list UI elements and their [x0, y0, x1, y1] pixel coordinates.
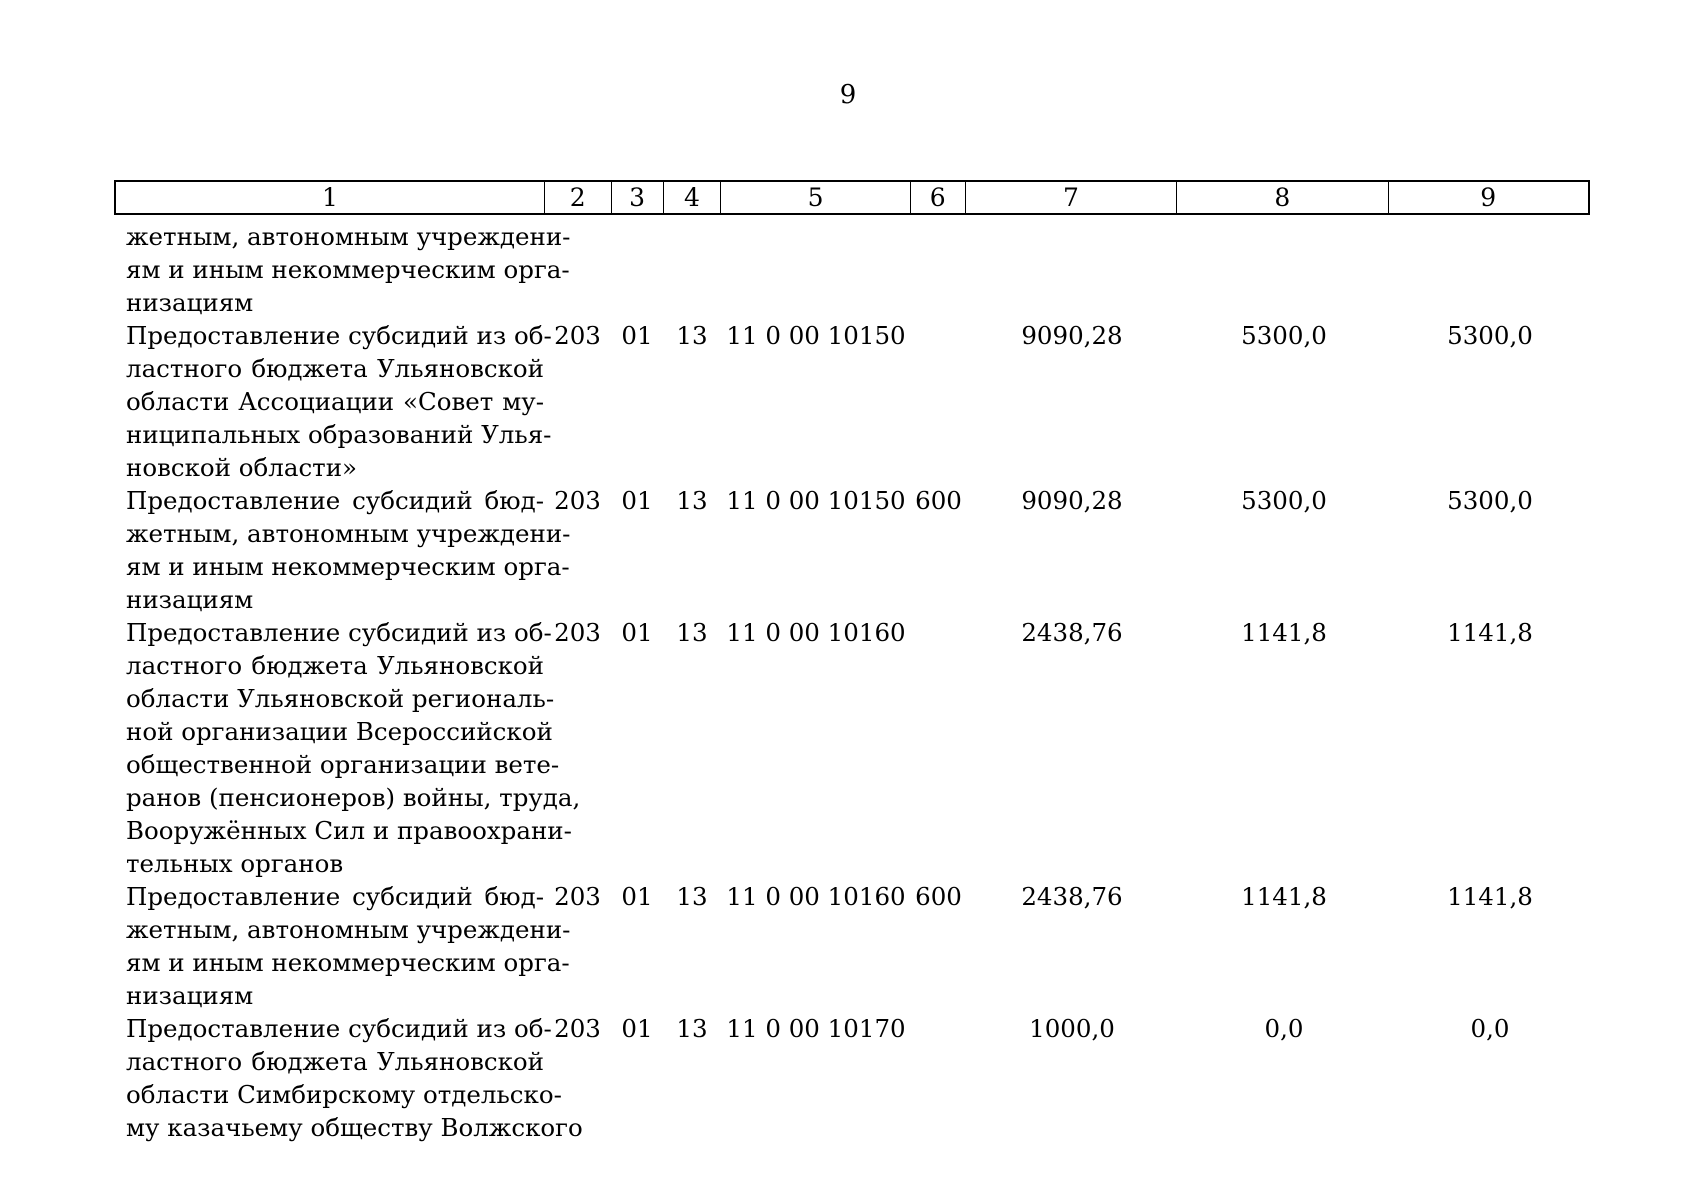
cell-code-csr: 11 0 00 10160 [726, 882, 906, 911]
description-line: ластного бюджета Ульяновской [126, 651, 544, 680]
description-line: Предоставление субсидий из об- [126, 321, 552, 350]
header-col-3: 3 [612, 182, 664, 213]
cell-amount-7: 9090,28 [1021, 321, 1123, 350]
description-line: области Ульяновской региональ- [126, 684, 555, 713]
description-line: жетным, автономным учреждени- [126, 915, 571, 944]
row-description [114, 220, 571, 319]
cell-code-rz: 01 [621, 618, 653, 647]
cell-amount-8: 1141,8 [1241, 882, 1327, 911]
header-col-4: 4 [664, 182, 722, 213]
description-line: ям и иным некоммерческим орга- [126, 255, 570, 284]
description-line: му казачьему обществу Волжского [126, 1113, 583, 1142]
cell-amount-8: 0,0 [1264, 1014, 1304, 1043]
table-row [114, 220, 1590, 319]
cell-code-vr: 600 [915, 486, 962, 515]
row-description [114, 319, 552, 484]
description-line: Предоставление субсидий бюд- [126, 486, 544, 515]
header-col-2: 2 [545, 182, 612, 213]
description-line: ниципальных образований Улья- [126, 420, 552, 449]
cell-code-pr: 13 [676, 1014, 708, 1043]
table-row [114, 484, 1590, 616]
header-col-7: 7 [966, 182, 1177, 213]
description-line: ранов (пенсионеров) войны, труда, [126, 783, 581, 812]
description-line: ной организации Всероссийской [126, 717, 553, 746]
table-body [114, 220, 1590, 1144]
header-col-5: 5 [721, 182, 910, 213]
cell-amount-7: 1000,0 [1029, 1014, 1115, 1043]
table-header [114, 180, 1590, 215]
cell-code-rz: 01 [621, 486, 653, 515]
table-row [114, 1012, 1590, 1144]
description-line: низациям [126, 981, 254, 1010]
description-line: ластного бюджета Ульяновской [126, 354, 544, 383]
cell-code-csr: 11 0 00 10160 [726, 618, 906, 647]
cell-code-csr: 11 0 00 10170 [726, 1014, 906, 1043]
description-line: ластного бюджета Ульяновской [126, 1047, 544, 1076]
description-line: общественной организации вете- [126, 750, 560, 779]
cell-amount-9: 5300,0 [1447, 321, 1533, 350]
description-line: низациям [126, 585, 254, 614]
description-line: тельных органов [126, 849, 344, 878]
description-line: Предоставление субсидий из об- [126, 618, 552, 647]
cell-amount-9: 5300,0 [1447, 486, 1533, 515]
cell-amount-9: 1141,8 [1447, 618, 1533, 647]
cell-amount-7: 2438,76 [1021, 882, 1123, 911]
description-line: новской области» [126, 453, 358, 482]
description-line: области Ассоциации «Совет му- [126, 387, 544, 416]
description-line: Предоставление субсидий из об- [126, 1014, 552, 1043]
cell-amount-9: 1141,8 [1447, 882, 1533, 911]
header-col-6: 6 [911, 182, 966, 213]
page-number: 9 [839, 80, 857, 110]
cell-code-pr: 13 [676, 321, 708, 350]
cell-code-gr: 203 [554, 1014, 601, 1043]
table-row [114, 616, 1590, 880]
description-line: жетным, автономным учреждени- [126, 222, 571, 251]
cell-code-csr: 11 0 00 10150 [726, 321, 906, 350]
row-description [114, 880, 571, 1012]
cell-code-gr: 203 [554, 486, 601, 515]
description-line: Предоставление субсидий бюд- [126, 882, 544, 911]
cell-amount-8: 1141,8 [1241, 618, 1327, 647]
cell-code-gr: 203 [554, 321, 601, 350]
cell-code-csr: 11 0 00 10150 [726, 486, 906, 515]
header-col-1: 1 [116, 182, 545, 213]
description-line: Вооружённых Сил и правоохрани- [126, 816, 572, 845]
cell-amount-7: 2438,76 [1021, 618, 1123, 647]
description-line: низациям [126, 288, 254, 317]
cell-amount-8: 5300,0 [1241, 486, 1327, 515]
cell-code-gr: 203 [554, 882, 601, 911]
cell-code-rz: 01 [621, 321, 653, 350]
cell-code-vr: 600 [915, 882, 962, 911]
cell-amount-9: 0,0 [1470, 1014, 1510, 1043]
row-description [114, 484, 571, 616]
cell-code-pr: 13 [676, 618, 708, 647]
description-line: ям и иным некоммерческим орга- [126, 552, 570, 581]
cell-code-pr: 13 [676, 486, 708, 515]
description-line: области Симбирскому отдельско- [126, 1080, 562, 1109]
header-col-9: 9 [1480, 183, 1497, 212]
table-row [114, 880, 1590, 1012]
cell-amount-7: 9090,28 [1021, 486, 1123, 515]
cell-amount-8: 5300,0 [1241, 321, 1327, 350]
cell-code-gr: 203 [554, 618, 601, 647]
cell-code-rz: 01 [621, 1014, 653, 1043]
cell-code-pr: 13 [676, 882, 708, 911]
cell-code-rz: 01 [621, 882, 653, 911]
description-line: ям и иным некоммерческим орга- [126, 948, 570, 977]
table-row [114, 319, 1590, 484]
header-col-8: 8 [1177, 182, 1388, 213]
description-line: жетным, автономным учреждени- [126, 519, 571, 548]
